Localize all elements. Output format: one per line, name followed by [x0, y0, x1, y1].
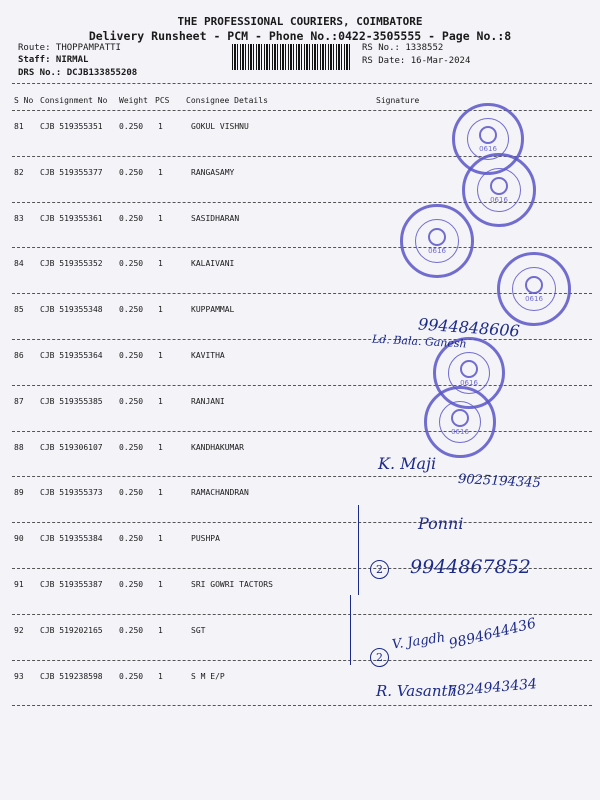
- row-consignee: KALAIVANI: [191, 259, 235, 269]
- handwritten-signature: R. Vasanth: [376, 682, 458, 700]
- handwritten-phone: 9944867852: [410, 556, 531, 578]
- row-weight: 0.250: [119, 351, 144, 360]
- row-consignment-no: CJB 519355361: [40, 213, 103, 223]
- col-consignment: Consignment No: [40, 96, 108, 105]
- row-consignment-no: CJB 519238598: [40, 671, 103, 681]
- row-sno: 83: [14, 213, 24, 223]
- handwritten-name: Ld. Bala. Ganesh: [371, 332, 468, 351]
- row-weight: 0.250: [119, 534, 144, 544]
- row-weight: 0.250: [119, 396, 144, 406]
- row-weight: 0.250: [119, 213, 144, 223]
- stamp-code: 0616: [428, 246, 446, 255]
- stamp-code: 0616: [490, 195, 508, 204]
- stamp-logo-icon: [490, 177, 508, 195]
- row-consignee: SASIDHARAN: [191, 213, 240, 223]
- row-consignment-no: CJB 519355377: [40, 167, 103, 177]
- row-pcs: 1: [158, 396, 163, 406]
- row-divider: [12, 522, 592, 523]
- bracket-mark: [340, 595, 351, 665]
- row-pcs: 1: [158, 167, 163, 177]
- row-consignee: RANJANI: [191, 396, 225, 406]
- row-consignee: RAMACHANDRAN: [191, 488, 249, 498]
- row-consignment-no: CJB 519355387: [40, 580, 103, 589]
- row-consignment-no: CJB 519355364: [40, 351, 103, 360]
- row-consignment-no: CJB 519355373: [40, 488, 103, 498]
- row-divider: [12, 660, 592, 661]
- row-weight: 0.250: [119, 442, 144, 452]
- stamp-code: 0616: [525, 294, 543, 303]
- handwritten-phone: 9944848606: [417, 314, 521, 341]
- row-weight: 0.250: [119, 259, 144, 269]
- row-divider: [12, 431, 592, 432]
- handwritten-signature: Ponni: [418, 514, 464, 533]
- row-sno: 92: [14, 625, 24, 635]
- handwritten-signature: K. Maji: [378, 454, 437, 473]
- row-consignment-no: CJB 519306107: [40, 442, 103, 452]
- row-consignee: KAVITHA: [191, 351, 225, 360]
- row-consignment-no: CJB 519355385: [40, 396, 103, 406]
- handwritten-phone: 9025194345: [457, 471, 542, 492]
- row-consignment-no: CJB 519355348: [40, 305, 103, 315]
- row-weight: 0.250: [119, 167, 144, 177]
- stamp-logo-icon: [460, 360, 478, 378]
- stamp-code: 0616: [460, 378, 478, 387]
- col-weight: Weight: [119, 96, 148, 105]
- row-sno: 81: [14, 122, 24, 131]
- courier-stamp: [424, 386, 496, 458]
- row-sno: 88: [14, 442, 24, 452]
- rs-number: RS No.: 1338552: [362, 43, 444, 53]
- bracket-mark: [350, 505, 359, 595]
- row-weight: 0.250: [119, 580, 144, 589]
- courier-stamp: [462, 153, 536, 227]
- stamp-logo-icon: [451, 409, 469, 427]
- row-consignee: SGT: [191, 625, 206, 635]
- route-label: Route: THOPPAMPATTI: [18, 43, 121, 53]
- row-pcs: 1: [158, 580, 163, 589]
- circled-number: 2: [370, 560, 389, 579]
- handwritten-signature: V. Jagdh: [391, 630, 447, 653]
- row-divider: [12, 614, 592, 615]
- drs-number: DRS No.: DCJB133855208: [18, 68, 138, 78]
- header-divider-top: [12, 83, 592, 84]
- row-consignee: SRI GOWRI TACTORS: [191, 580, 273, 589]
- company-title: THE PROFESSIONAL COURIERS, COIMBATORE: [177, 15, 423, 28]
- row-sno: 82: [14, 167, 24, 177]
- row-divider: [12, 385, 592, 386]
- row-pcs: 1: [158, 351, 163, 360]
- row-consignee: PUSHPA: [191, 534, 220, 544]
- row-pcs: 1: [158, 442, 163, 452]
- courier-stamp: [497, 252, 571, 326]
- stamp-code: 0616: [479, 144, 497, 153]
- row-weight: 0.250: [119, 488, 144, 498]
- row-consignee: KUPPAMMAL: [191, 305, 235, 315]
- row-consignment-no: CJB 519355384: [40, 534, 103, 544]
- row-sno: 90: [14, 534, 24, 544]
- courier-stamp: [400, 204, 474, 278]
- row-consignee: GOKUL VISHNU: [191, 122, 249, 131]
- row-consignee: S M E/P: [191, 671, 225, 681]
- row-weight: 0.250: [119, 122, 144, 131]
- row-weight: 0.250: [119, 671, 144, 681]
- row-sno: 85: [14, 305, 24, 315]
- col-sno: S No: [14, 96, 34, 105]
- row-sno: 86: [14, 351, 24, 360]
- row-pcs: 1: [158, 259, 163, 269]
- row-weight: 0.250: [119, 625, 144, 635]
- handwritten-phone: 7824943434: [447, 676, 538, 700]
- row-consignment-no: CJB 519355351: [40, 122, 103, 131]
- row-pcs: 1: [158, 671, 163, 681]
- col-pcs: PCS: [155, 96, 170, 105]
- circled-number: 2: [370, 648, 389, 667]
- row-pcs: 1: [158, 122, 163, 131]
- stamp-code: 0616: [451, 427, 469, 436]
- row-pcs: 1: [158, 213, 163, 223]
- runsheet-subtitle: Delivery Runsheet - PCM - Phone No.:0422-3505555 - Page No.:8: [88, 29, 512, 43]
- row-pcs: 1: [158, 625, 163, 635]
- row-pcs: 1: [158, 488, 163, 498]
- row-pcs: 1: [158, 305, 163, 315]
- row-pcs: 1: [158, 534, 163, 544]
- row-consignee: RANGASAMY: [191, 167, 235, 177]
- stamp-logo-icon: [479, 126, 497, 144]
- row-consignment-no: CJB 519202165: [40, 625, 103, 635]
- stamp-logo-icon: [525, 276, 543, 294]
- row-sno: 91: [14, 580, 24, 589]
- row-sno: 93: [14, 671, 24, 681]
- row-consignment-no: CJB 519355352: [40, 259, 103, 269]
- handwritten-phone: 9894644436: [447, 615, 538, 653]
- row-divider: [12, 705, 592, 706]
- stamp-logo-icon: [428, 228, 446, 246]
- row-sno: 89: [14, 488, 24, 498]
- row-consignee: KANDHAKUMAR: [191, 442, 244, 452]
- row-sno: 84: [14, 259, 24, 269]
- rs-date: RS Date: 16-Mar-2024: [362, 56, 471, 66]
- col-consignee: Consignee Details: [186, 96, 268, 105]
- col-signature: Signature: [376, 96, 420, 105]
- barcode: [232, 44, 350, 70]
- row-divider: [12, 247, 592, 248]
- row-weight: 0.250: [119, 305, 144, 315]
- row-sno: 87: [14, 396, 24, 406]
- staff-label: Staff: NIRMAL: [18, 55, 89, 65]
